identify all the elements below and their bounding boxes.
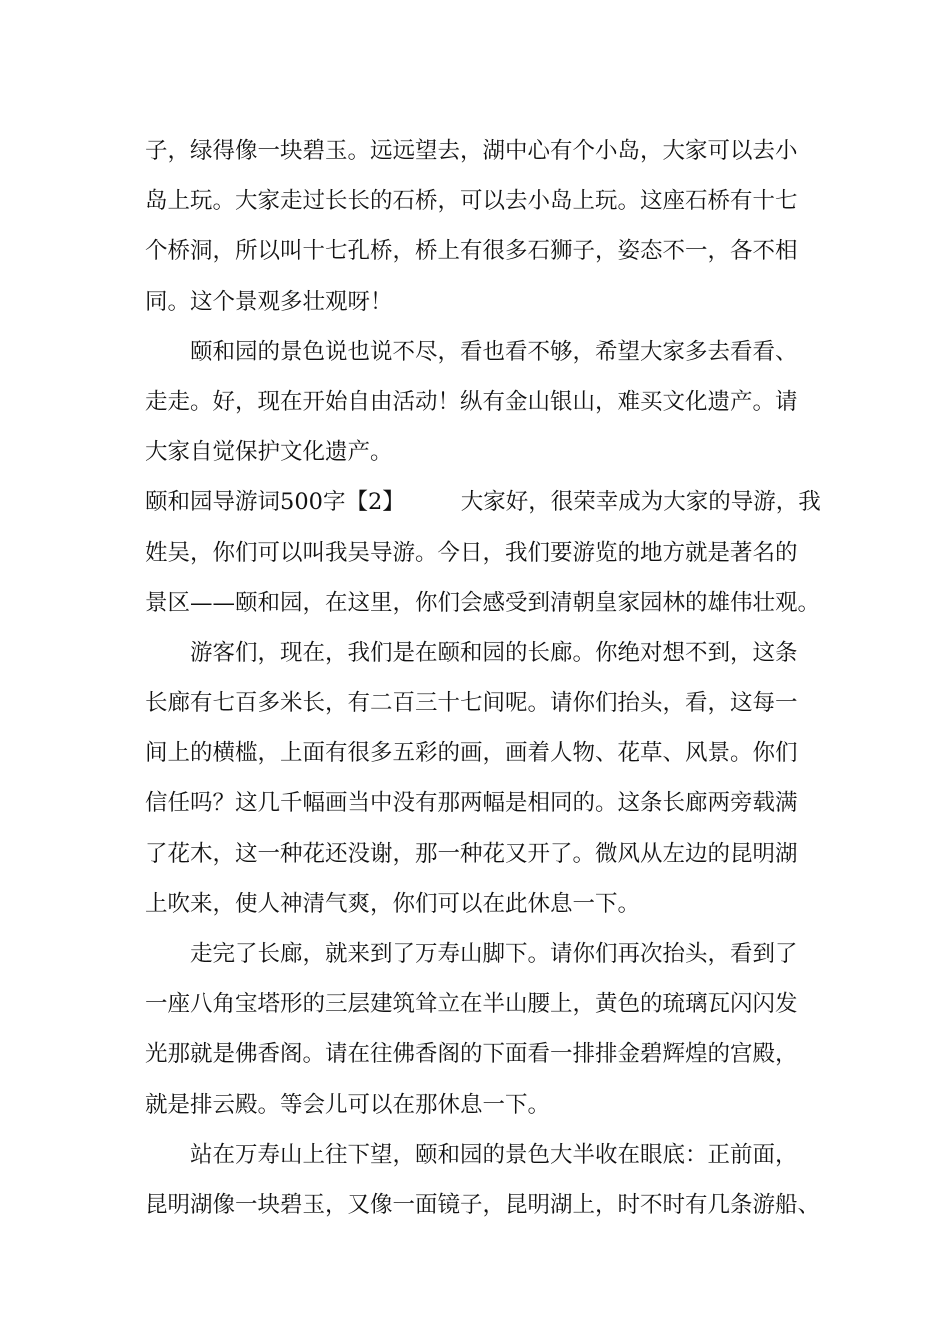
section-heading: 颐和园导游词500字【2】 bbox=[145, 489, 405, 516]
text-line: 光那就是佛香阁。请在往佛香阁的下面看一排排金碧辉煌的宫殿， bbox=[145, 1041, 798, 1068]
paragraph-start-line: 走完了长廊，就来到了万寿山脚下。请你们再次抬头，看到了 bbox=[190, 941, 798, 967]
text-line: 间上的横槛，上面有很多五彩的画，画着人物、花草、风景。你们 bbox=[145, 740, 798, 767]
text-line: 长廊有七百多米长，有二百三十七间呢。请你们抬头，看，这每一 bbox=[145, 690, 798, 717]
text-line: 同。这个景观多壮观呀！ bbox=[145, 288, 393, 315]
text-line: 上吹来，使人神清气爽，你们可以在此休息一下。 bbox=[145, 890, 641, 917]
text-line: 子，绿得像一块碧玉。远远望去，湖中心有个小岛，大家可以去小 bbox=[145, 138, 798, 164]
paragraph-start-line: 站在万寿山上往下望，颐和园的景色大半收在眼底：正前面， bbox=[190, 1141, 798, 1168]
paragraph-start-line: 游客们，现在，我们是在颐和园的长廊。你绝对想不到，这条 bbox=[190, 639, 798, 666]
text-line: 景区——颐和园，在这里，你们会感受到清朝皇家园林的雄伟壮观。 bbox=[145, 589, 821, 616]
section-heading-line bbox=[145, 477, 835, 527]
paragraph-start-line: 颐和园的景色说也说不尽，看也看不够，希望大家多去看看、 bbox=[190, 338, 798, 365]
text-line: 姓吴，你们可以叫我吴导游。今日，我们要游览的地方就是著名的 bbox=[145, 539, 798, 566]
text-line: 了花木，这一种花还没谢，那一种花又开了。微风从左边的昆明湖 bbox=[145, 840, 798, 867]
text-line: 走走。好，现在开始自由活动！纵有金山银山，难买文化遗产。请 bbox=[145, 388, 798, 415]
text-line: 个桥洞，所以叫十七孔桥，桥上有很多石狮子，姿态不一，各不相 bbox=[145, 238, 798, 265]
section-first-text: 大家好，很荣幸成为大家的导游，我 bbox=[460, 489, 821, 516]
text-line: 一座八角宝塔形的三层建筑耸立在半山腰上，黄色的琉璃瓦闪闪发 bbox=[145, 991, 798, 1018]
text-line: 昆明湖像一块碧玉，又像一面镜子，昆明湖上，时不时有几条游船、 bbox=[145, 1191, 821, 1218]
text-line: 就是排云殿。等会儿可以在那休息一下。 bbox=[145, 1091, 551, 1118]
text-line: 大家自觉保护文化遗产。 bbox=[145, 439, 393, 466]
body-text bbox=[145, 126, 835, 1230]
text-line: 岛上玩。大家走过长长的石桥，可以去小岛上玩。这座石桥有十七 bbox=[145, 188, 798, 215]
text-line: 信任吗？这几千幅画当中没有那两幅是相同的。这条长廊两旁载满 bbox=[145, 790, 798, 817]
